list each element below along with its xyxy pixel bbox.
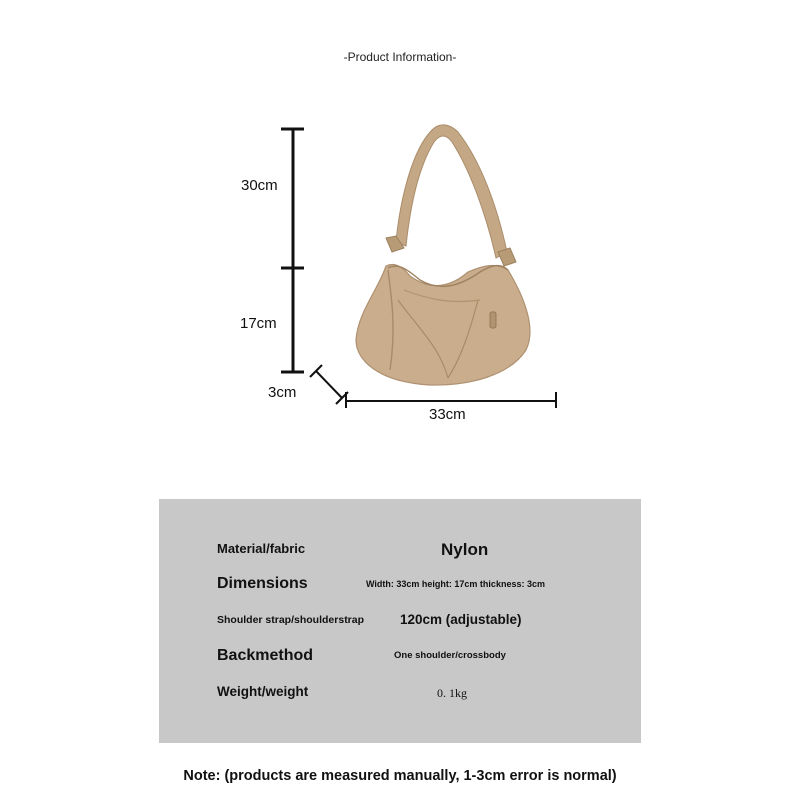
bag-strap bbox=[396, 125, 507, 258]
thickness-label: 3cm bbox=[268, 384, 297, 401]
material-value: Nylon bbox=[441, 540, 489, 559]
thickness-measure-line bbox=[310, 365, 348, 404]
weight-label: Weight/weight bbox=[217, 684, 309, 699]
bag-body bbox=[356, 264, 530, 385]
strap-label: Shoulder strap/shoulderstrap bbox=[217, 614, 365, 626]
page-title: -Product Information- bbox=[343, 50, 457, 64]
height-strap-label: 30cm bbox=[241, 177, 278, 194]
weight-value: 0. 1kg bbox=[437, 686, 467, 700]
material-label: Material/fabric bbox=[217, 541, 306, 556]
width-label: 33cm bbox=[429, 406, 466, 423]
height-measure-line bbox=[281, 129, 304, 372]
measurement-note: Note: (products are measured manually, 1-3cm error is normal) bbox=[183, 768, 617, 784]
bag-illustration bbox=[356, 125, 530, 385]
strap-value: 120cm (adjustable) bbox=[400, 612, 522, 627]
back-method-value: One shoulder/crossbody bbox=[394, 650, 506, 661]
height-body-label: 17cm bbox=[240, 315, 277, 332]
back-method-label: Backmethod bbox=[217, 647, 314, 664]
dimensions-value: Width: 33cm height: 17cm thickness: 3cm bbox=[366, 579, 545, 589]
dimensions-label: Dimensions bbox=[217, 575, 308, 592]
spec-panel bbox=[159, 499, 641, 743]
